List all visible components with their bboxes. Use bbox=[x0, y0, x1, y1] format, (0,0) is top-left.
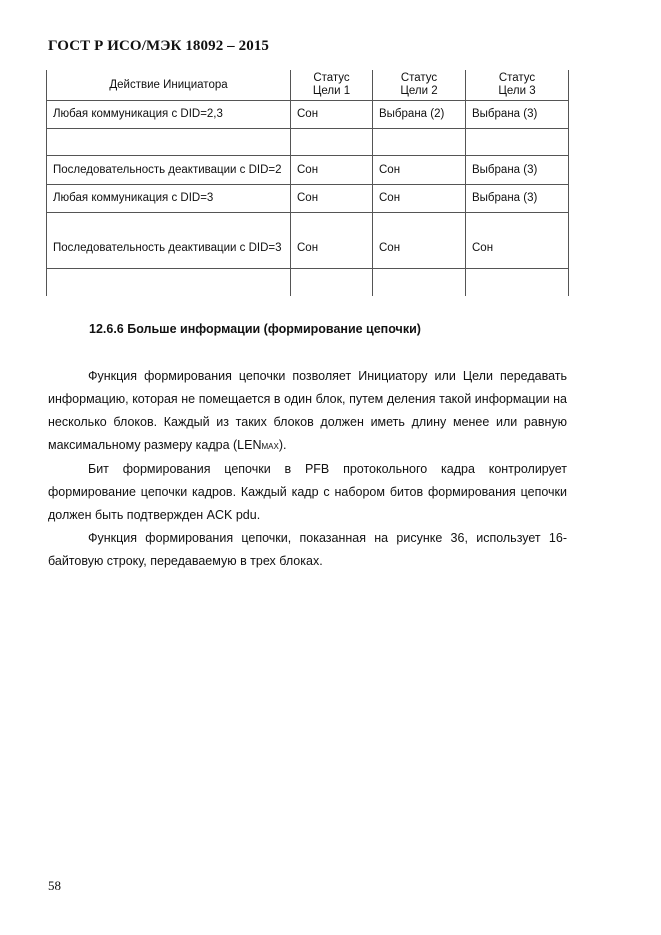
paragraph-2: Бит формирования цепочки в PFB протокольного кадра контролирует формирование цепочки кадров. Каждый кадр с набором битов формирования цепочки должен быть подтвержден ACK pdu. bbox=[48, 462, 567, 522]
table-cell-action: Любая коммуникация с DID=3 bbox=[47, 185, 291, 213]
table-cell-target-2: Сон bbox=[373, 156, 466, 185]
paragraph-3: Функция формирования цепочки, показанная на рисунке 36, использует 16-байтовую строку, передаваемую в трех блоках. bbox=[48, 531, 567, 568]
table-cell-target-1: Сон bbox=[291, 156, 373, 185]
table-cell-target-2: Сон bbox=[373, 185, 466, 213]
header-line2: Цели 2 bbox=[400, 85, 438, 97]
table-cell-target-3: Выбрана (3) bbox=[466, 156, 569, 185]
section-heading: 12.6.6 Больше информации (формирование цепочки) bbox=[89, 322, 421, 336]
table-row bbox=[47, 213, 569, 269]
header-line2: Цели 3 bbox=[498, 85, 536, 97]
table-cell-target-1 bbox=[291, 269, 373, 296]
table-header-row bbox=[47, 70, 569, 101]
table-cell-action: Любая коммуникация с DID=2,3 bbox=[47, 101, 291, 129]
table-cell-target-2 bbox=[373, 129, 466, 156]
table-cell-target-3 bbox=[466, 129, 569, 156]
table-cell-target-1: Сон bbox=[291, 213, 373, 269]
table-cell-target-1: Сон bbox=[291, 185, 373, 213]
table-cell-target-2: Выбрана (2) bbox=[373, 101, 466, 129]
paragraph-1-text: Функция формирования цепочки позволяет Инициатору или Цели передавать информацию, которая не помещается в один блок, путем деления такой информации на несколько блоков. Каждый из таких блоков должен иметь длину менее или равную максимальному размеру кадра (LEN bbox=[48, 369, 567, 452]
header-target-3-status bbox=[466, 70, 569, 101]
table-cell-action bbox=[47, 269, 291, 296]
table-row bbox=[47, 185, 569, 213]
table-cell-action: Последовательность деактивации с DID=2 bbox=[47, 156, 291, 185]
header-initiator-action-text: Действие Инициатора bbox=[109, 78, 228, 91]
body-text bbox=[48, 365, 567, 573]
header-line1: Статус bbox=[498, 72, 536, 84]
table-cell-target-3 bbox=[466, 269, 569, 296]
header-line2: Цели 1 bbox=[312, 85, 351, 97]
table-row bbox=[47, 101, 569, 129]
header-line1: Статус bbox=[313, 72, 350, 84]
paragraph-1-end: ). bbox=[278, 438, 287, 452]
header-target-2-status bbox=[373, 70, 466, 101]
table-cell-target-3: Сон bbox=[466, 213, 569, 269]
table-cell-action bbox=[47, 129, 291, 156]
table-cell-target-1: Сон bbox=[291, 101, 373, 129]
table-cell-target-3: Выбрана (3) bbox=[466, 101, 569, 129]
table-row bbox=[47, 129, 569, 156]
table-cell-action: Последовательность деактивации с DID=3 bbox=[47, 213, 291, 269]
document-header-title: ГОСТ Р ИСО/МЭК 18092 – 2015 bbox=[48, 38, 270, 54]
header-target-1-status bbox=[291, 70, 373, 101]
table-cell-target-2: Сон bbox=[373, 213, 466, 269]
header-initiator-action bbox=[47, 70, 291, 101]
table-cell-target-2 bbox=[373, 269, 466, 296]
table-row bbox=[47, 156, 569, 185]
table-cell-target-3: Выбрана (3) bbox=[466, 185, 569, 213]
len-max-subscript: MAX bbox=[261, 442, 279, 451]
table-row bbox=[47, 269, 569, 296]
status-table bbox=[46, 70, 569, 296]
header-line1: Статус bbox=[400, 72, 438, 84]
table-cell-target-1 bbox=[291, 129, 373, 156]
paragraph-1 bbox=[48, 365, 567, 458]
page-number: 58 bbox=[48, 878, 61, 893]
